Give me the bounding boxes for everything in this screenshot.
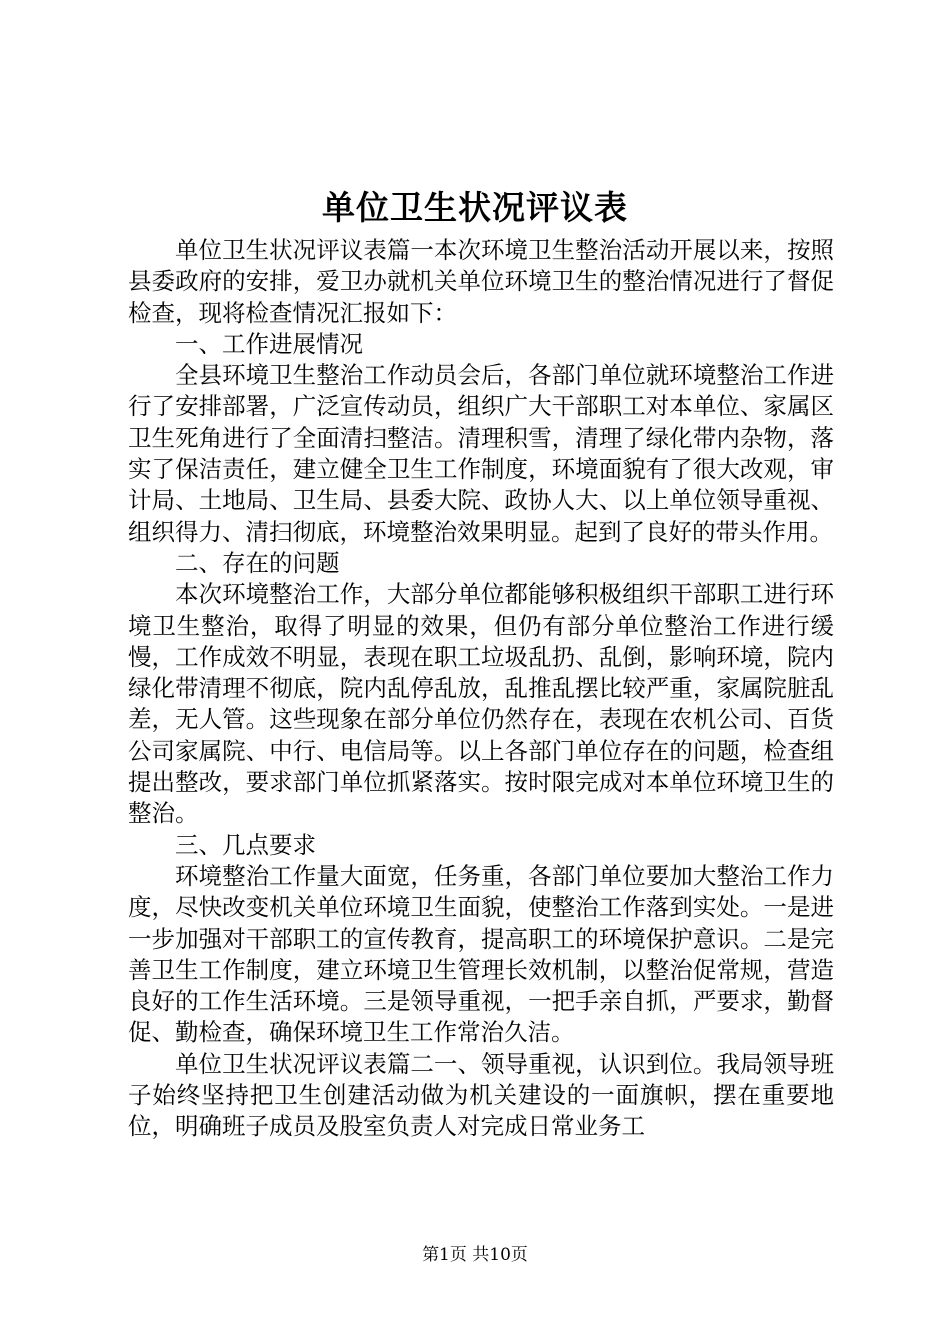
paragraph-requirements: 环境整治工作量大面宽，任务重，各部门单位要加大整治工作力度，尽快改变机关单位环境卫生面貌，使整治工作落到实处。一是进一步加强对干部职工的宣传教育，提高职工的环境保护意识。二是完善卫生工作制度，建立环境卫生管理长效机制，以整治促常规，营造良好的工作生活环境。三是领导重视，一把手亲自抓，严要求，勤督促、勤检查，确保环境卫生工作常治久洁。 xyxy=(128,861,834,1047)
paragraph-intro: 单位卫生状况评议表篇一本次环境卫生整治活动开展以来，按照县委政府的安排，爱卫办就机关单位环境卫生的整治情况进行了督促检查，现将检查情况汇报如下： xyxy=(128,236,834,327)
document-body xyxy=(128,235,834,1143)
paragraph-part-two: 单位卫生状况评议表篇二一、领导重视，认识到位。我局领导班子始终坚持把卫生创建活动做为机关建设的一面旗帜，摆在重要地位，明确班子成员及股室负责人对完成日常业务工 xyxy=(128,1049,834,1141)
section-heading-progress: 一、工作进展情况 xyxy=(175,329,363,358)
paragraph-problems: 本次环境整治工作，大部分单位都能够积极组织干部职工进行环境卫生整治，取得了明显的效果，但仍有部分单位整治工作进行缓慢，工作成效不明显，表现在职工垃圾乱扔、乱倒，影响环境，院内绿化带清理不彻底，院内乱停乱放，乱推乱摆比较严重，家属院脏乱差，无人管。这些现象在部分单位仍然存在，表现在农机公司、百货公司家属院、中行、电信局等。以上各部门单位存在的问题，检查组提出整改，要求部门单位抓紧落实。按时限完成对本单位环境卫生的整治。 xyxy=(128,580,834,828)
section-heading-requirements: 三、几点要求 xyxy=(175,830,316,859)
page-title: 单位卫生状况评议表 xyxy=(322,188,628,227)
section-heading-problems: 二、存在的问题 xyxy=(175,548,340,577)
page-footer xyxy=(0,1243,950,1267)
page-indicator: 第1页 共10页 xyxy=(422,1245,528,1265)
paragraph-progress: 全县环境卫生整治工作动员会后，各部门单位就环境整治工作进行了安排部署，广泛宣传动员，组织广大干部职工对本单位、家属区卫生死角进行了全面清扫整洁。清理积雪，清理了绿化带内杂物，落实了保洁责任，建立健全卫生工作制度，环境面貌有了很大改观，审计局、土地局、卫生局、县委大院、政协人大、以上单位领导重视、组织得力、清扫彻底，环境整治效果明显。起到了良好的带头作用。 xyxy=(128,361,834,546)
